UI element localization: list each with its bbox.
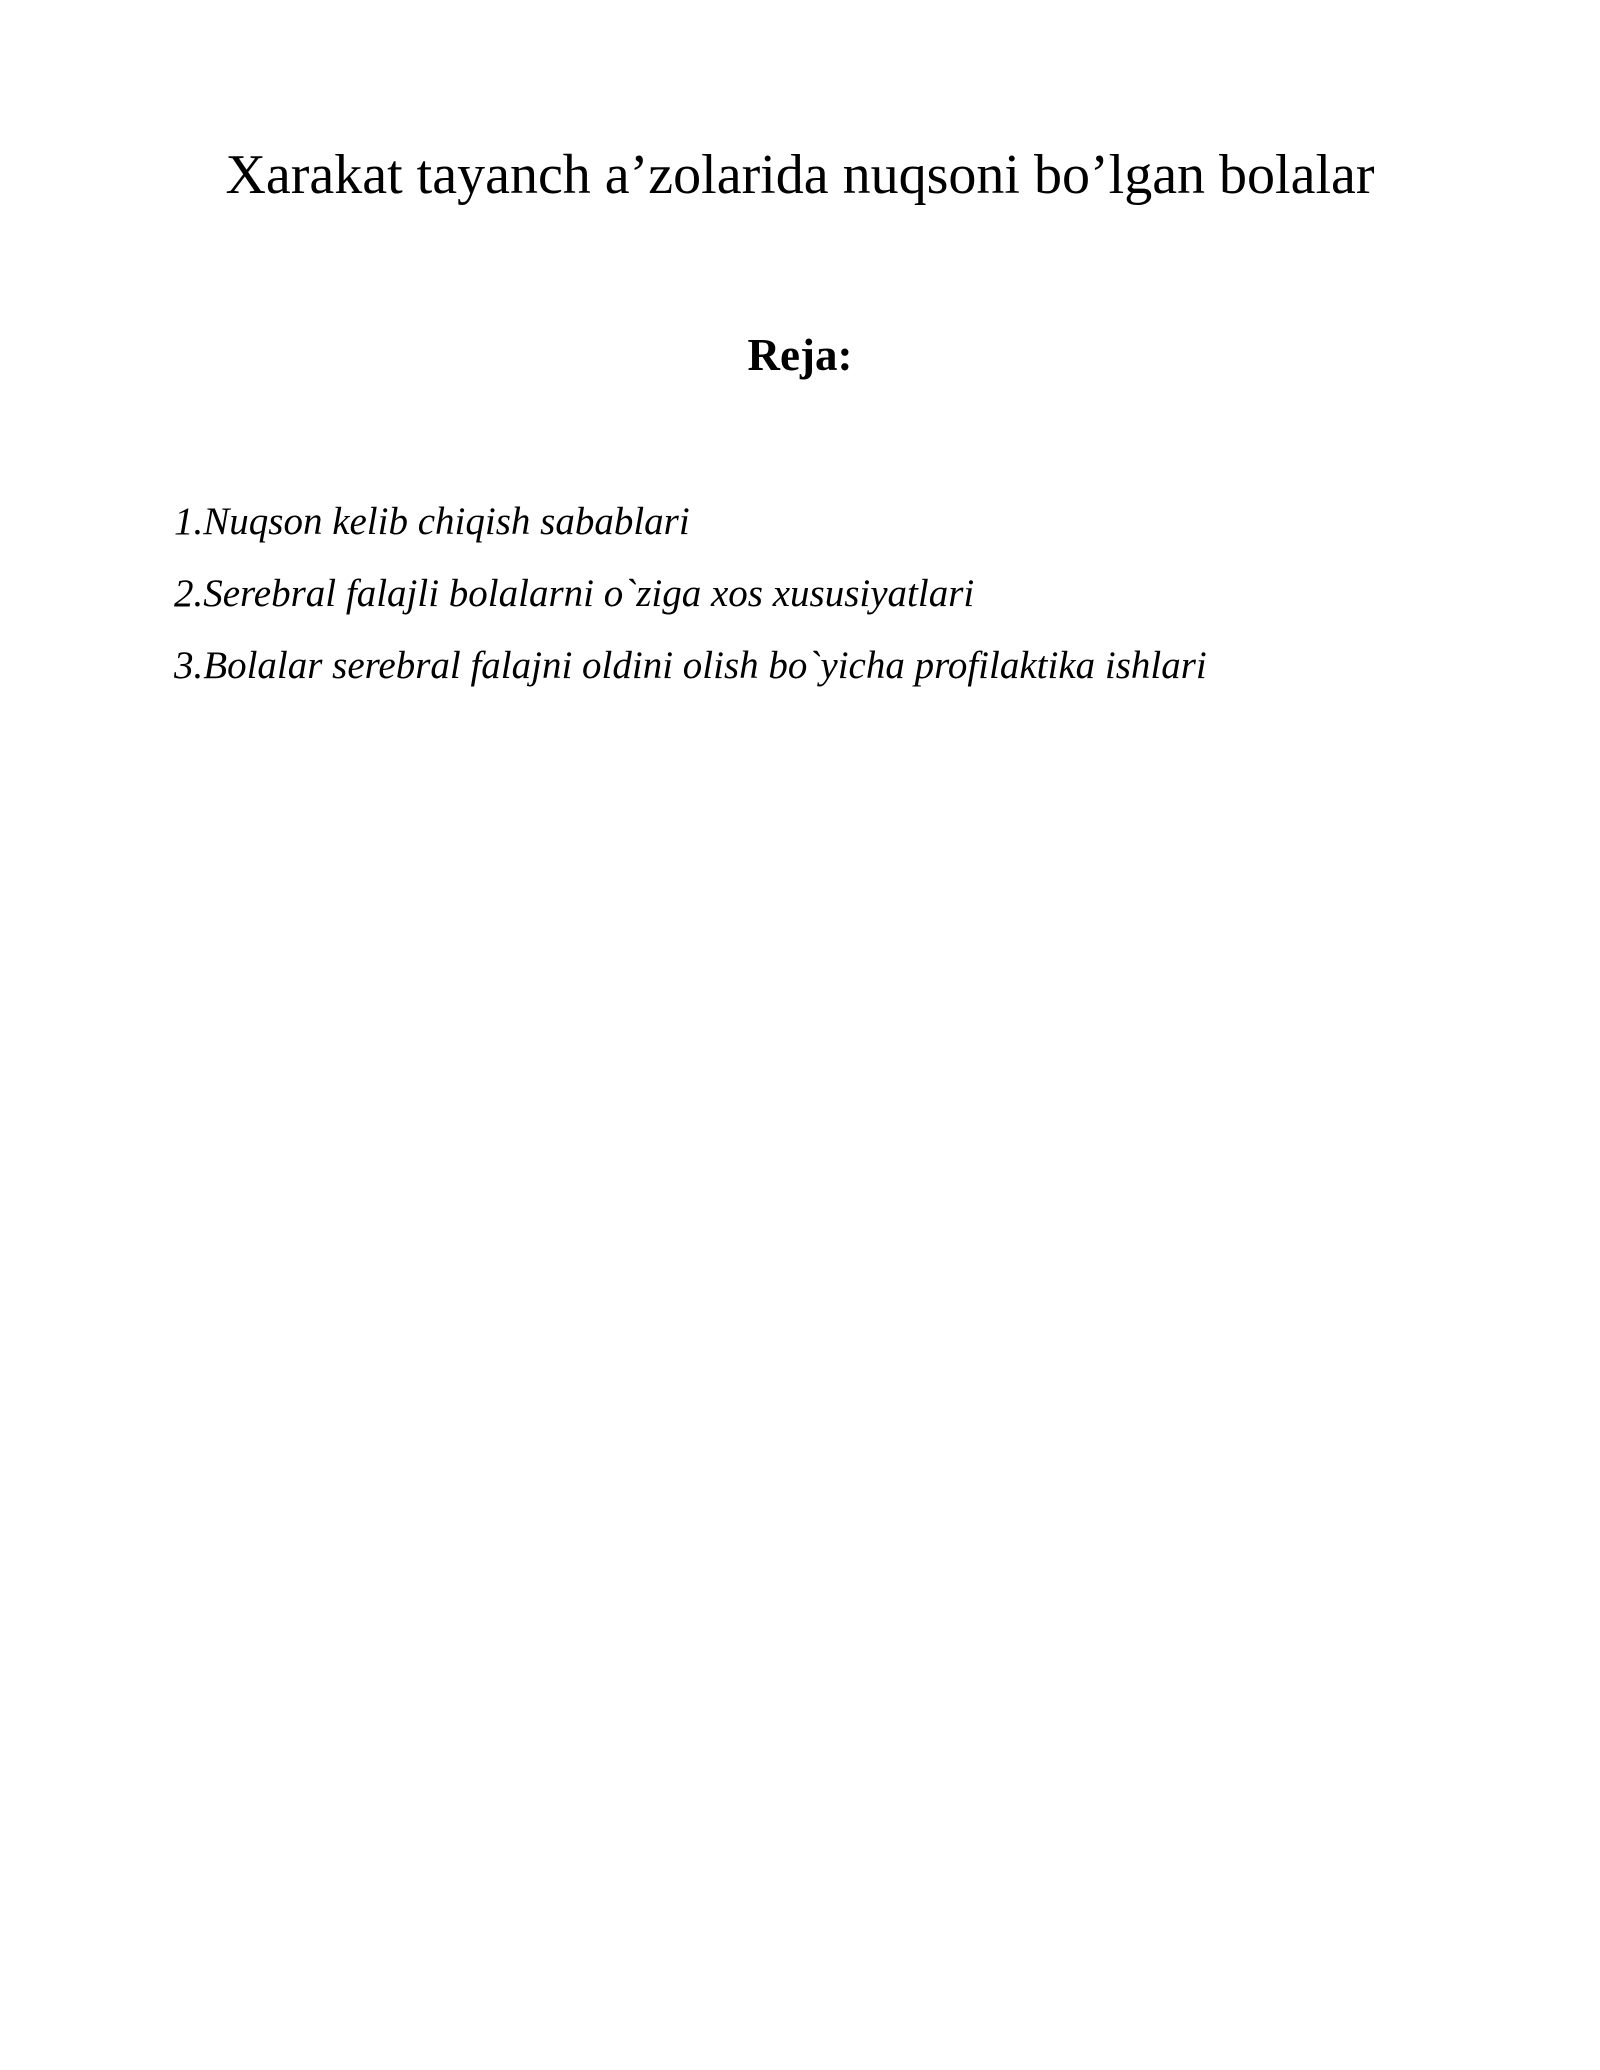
plan-heading: Reja:: [747, 330, 853, 380]
plan-list: [174, 486, 1474, 702]
plan-item-2: 2.Serebral falajli bolalarni o`ziga xos xususiyatlari: [174, 572, 975, 615]
document-title: Xarakat tayanch a’zolarida nuqsoni bo’lgan bolalar: [225, 144, 1375, 206]
plan-item-3: 3.Bolalar serebral falajni oldini olish bo`yicha profilaktika ishlari: [174, 644, 1207, 687]
plan-item-1: 1.Nuqson kelib chiqish sabablari: [174, 500, 690, 543]
